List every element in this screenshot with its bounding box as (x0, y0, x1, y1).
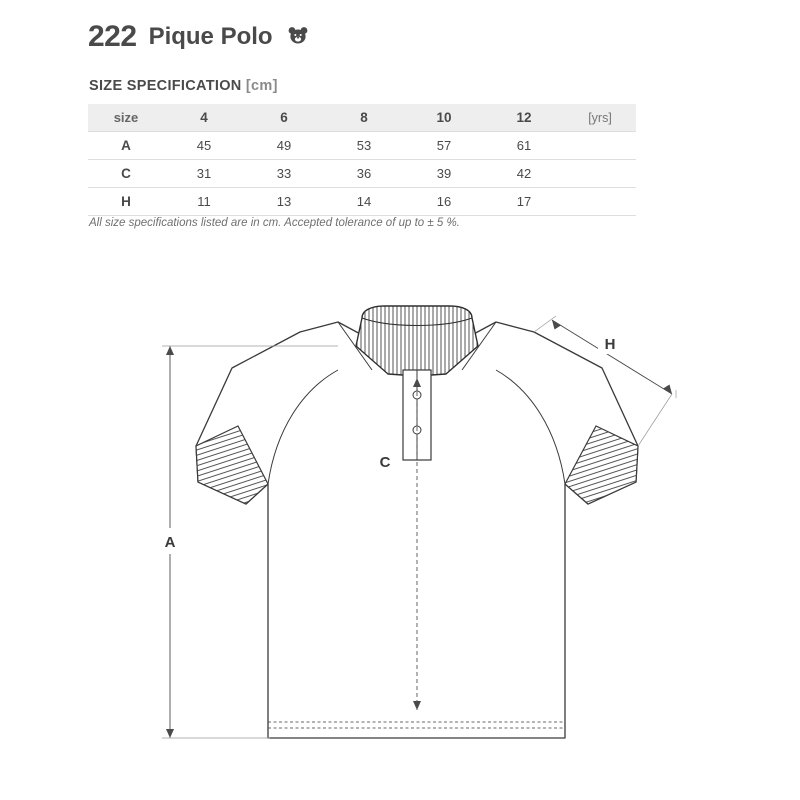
header-size-2: 8 (324, 104, 404, 132)
cell-c-3: 39 (404, 160, 484, 188)
table-row (88, 160, 636, 188)
cell-a-0: 45 (164, 132, 244, 160)
cell-h-2: 14 (324, 188, 404, 216)
header-size-3: 10 (404, 104, 484, 132)
tolerance-note: All size specifications listed are in cm. Accepted tolerance of up to ± 5 %. (89, 217, 460, 229)
cell-h-4: 17 (484, 188, 564, 216)
cell-c-4: 42 (484, 160, 564, 188)
cell-c-1: 33 (244, 160, 324, 188)
header-size-label: size (88, 104, 164, 132)
technical-drawing (0, 250, 800, 790)
polo-diagram-svg (0, 250, 800, 790)
header-unit-yrs: [yrs] (564, 104, 636, 132)
cell-h-0: 11 (164, 188, 244, 216)
dimension-label-a: A (164, 534, 176, 551)
cell-a-empty (564, 132, 636, 160)
product-code: 222 (88, 20, 137, 53)
cell-c-2: 36 (324, 160, 404, 188)
table-row (88, 188, 636, 216)
spec-title-unit: [cm] (245, 78, 278, 94)
table-row (88, 132, 636, 160)
table-body (88, 132, 636, 216)
cell-h-3: 16 (404, 188, 484, 216)
cell-c-0: 31 (164, 160, 244, 188)
spec-title (89, 78, 278, 94)
table-head (88, 104, 636, 132)
header-size-4: 12 (484, 104, 564, 132)
dimension-label-h: H (604, 336, 616, 353)
dimension-label-c: C (379, 454, 391, 471)
header-size-0: 4 (164, 104, 244, 132)
header-size-1: 6 (244, 104, 324, 132)
row-label-a: A (88, 132, 164, 160)
cell-a-3: 57 (404, 132, 484, 160)
cell-h-empty (564, 188, 636, 216)
spec-title-text: SIZE SPECIFICATION (89, 78, 242, 94)
product-header (88, 22, 309, 52)
row-label-h: H (88, 188, 164, 216)
row-label-c: C (88, 160, 164, 188)
size-specification-table (88, 104, 636, 216)
cell-a-1: 49 (244, 132, 324, 160)
cell-a-4: 61 (484, 132, 564, 160)
product-name: Pique Polo (148, 23, 273, 50)
cell-h-1: 13 (244, 188, 324, 216)
bear-icon (287, 25, 309, 49)
table-header-row (88, 104, 636, 132)
cell-a-2: 53 (324, 132, 404, 160)
cell-c-empty (564, 160, 636, 188)
